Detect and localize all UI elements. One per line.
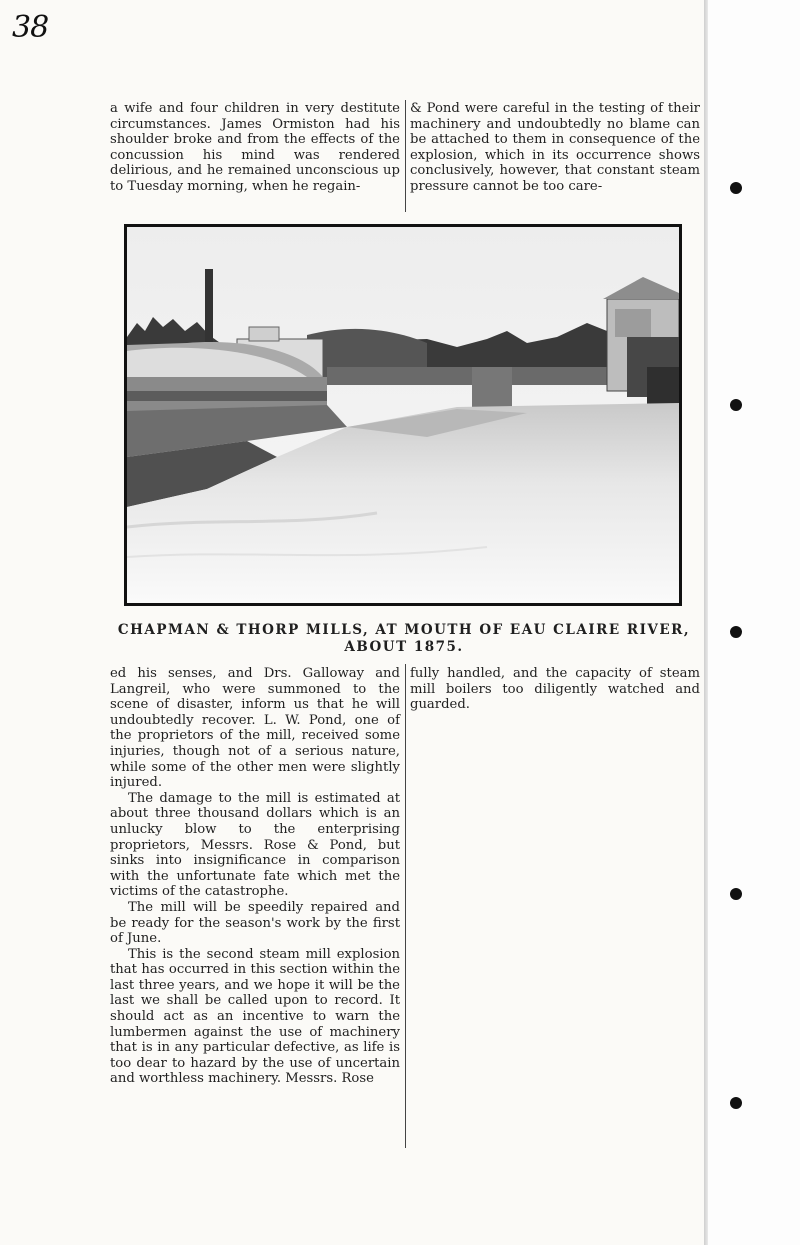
punch-hole [730,626,742,638]
article-column-top-right [410,101,700,195]
punch-hole [730,1097,742,1109]
column-rule [405,100,406,212]
article-text: fully handled, and the capacity of steam mill boilers too diligently watched and guarded. [410,666,700,713]
article-text: & Pond were careful in the testing of their machinery and undoubtedly no blame can be attached to them in consequence of the explosion, which in its occurrence shows conclusively, however, that constant steam pressure cannot be too care- [410,101,700,194]
article-paragraph: ed his senses, and Drs. Galloway and Langreil, who were summoned to the scene of disaster, inform us that he will undoubtedly recover. L. W. Pond, one of the proprietors of the mill, received some injuries, though not of a serious nature, while some of the other men were slightly injured. [110,666,400,791]
punch-hole [730,182,742,194]
punch-hole [730,888,742,900]
column-rule [405,664,406,1148]
article-paragraph: The damage to the mill is estimated at about three thousand dollars which is an unlucky blow to the enterprising proprietors, Messrs. Rose & Pond, but sinks into insignificance in comparison with the unfortunate fate which met the victims of the catastrophe. [110,790,400,900]
photo-caption: CHAPMAN & THORP MILLS, AT MOUTH OF EAU CLAIRE RIVER, ABOUT 1875. [117,622,691,655]
chapman-thorp-mills-photo [124,224,682,606]
article-paragraph: This is the second steam mill explosion that has occurred in this section within the last three years, and we hope it will be the last we shall be called upon to record. It should act as an incentive to warn the lumbermen against the use of machinery that is in any particular defective, as life is too dear to hazard by the use of uncertain and worthless machinery. Messrs. Rose [110,946,400,1087]
punch-hole [730,399,742,411]
smokestack [205,269,213,349]
article-column-bottom-left [110,666,400,1087]
article-text: a wife and four children in very destitute circumstances. James Ormiston had his shoulder broke and from the effects of the concussion his mind was rendered delirious, and he remained unconscious up to Tuesday morning, when he regain- [110,101,400,194]
scan-margin [708,0,800,1245]
page-number: 38 [12,10,49,45]
article-column-bottom-right [410,666,700,713]
article-column-top-left [110,101,400,195]
mill-photo-illustration [127,227,679,603]
article-paragraph: The mill will be speedily repaired and be ready for the season's work by the first of June. [110,899,400,947]
